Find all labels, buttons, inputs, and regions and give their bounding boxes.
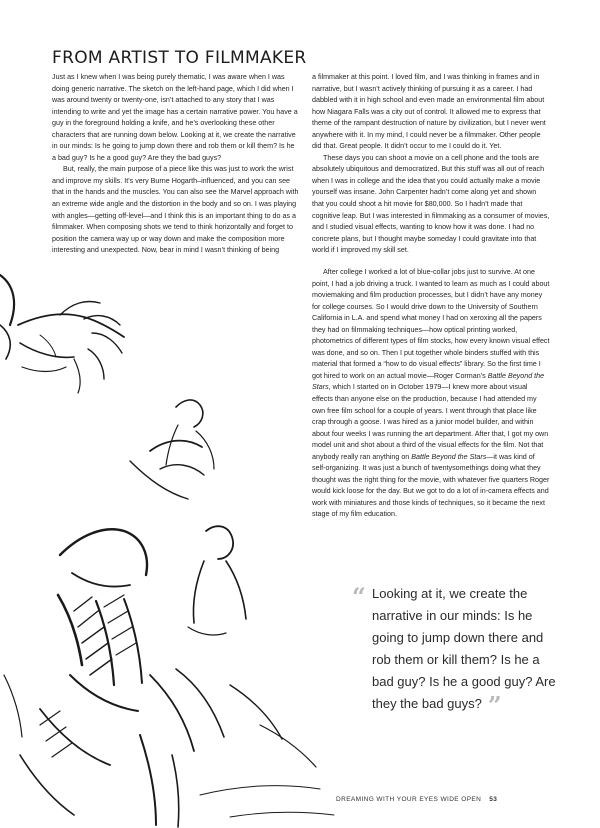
sketch-stroke bbox=[0, 325, 10, 359]
paragraph-text: —it was kind of self-organizing. It was just a bunch of twentysomethings doing what they thought was the right thing for the movie, with whatever five quarters Roger would kick loose for the day. But we got to do a lot of in-camera effects and work with miniatures and those kinds of techniques, so it became the next stage of my film education. bbox=[312, 452, 550, 519]
sketch-forearm bbox=[22, 367, 66, 372]
sketch-figure bbox=[172, 755, 179, 827]
close-quote-mark: ” bbox=[487, 691, 502, 720]
sketch-figure bbox=[58, 595, 82, 665]
sketch-figure bbox=[193, 561, 204, 623]
sketch-figure bbox=[230, 685, 282, 739]
sketch-figure bbox=[140, 735, 156, 825]
sketch-hatching bbox=[40, 711, 72, 757]
sketch-figure bbox=[226, 561, 246, 619]
left-text-column bbox=[52, 72, 300, 257]
sketch-finger bbox=[74, 359, 80, 393]
sketch-stroke bbox=[0, 275, 14, 325]
sketch-figure bbox=[96, 601, 114, 685]
sketch-finger bbox=[88, 349, 104, 379]
paragraph-text: After college I worked a lot of blue-collar jobs just to survive. At one point, I had a job driving a truck. I wanted to learn as much as I could about moviemaking and film production processes, but I didn’t have any money for college courses. So I would drive down to the University of Southern California in L.A. and spend what money I had on xeroxing all the papers they had on filmmaking techniques—how optical printing worked, photometrics of different types of film stocks, how every known visual effect was done, and so on. Then I put together whole binders stuffed with this material that formed a “how to do visual effects” library. So the first time I got hired to work on an actual movie—Roger Corman’s bbox=[312, 268, 550, 380]
sketch-figure bbox=[150, 441, 202, 451]
sketch-figure bbox=[70, 675, 138, 711]
pencil-sketch-illustration bbox=[0, 255, 600, 828]
sketch-figure bbox=[72, 573, 130, 587]
open-quote-mark: “ bbox=[352, 582, 366, 611]
sketch-figure bbox=[188, 627, 226, 635]
page-title: FROM ARTIST TO FILMMAKER bbox=[52, 48, 307, 68]
page-number: 53 bbox=[489, 796, 498, 803]
film-title: Battle Beyond the Stars bbox=[312, 371, 545, 392]
body-paragraph: a filmmaker at this point. I loved film, and I was thinking in frames and in narrative, but I wasn’t actively thinking of pursuing it as a career. I had dabbled with it in high school and even made an environmental film about how Niagara Falls was a city out of control. It allowed me to express that theme of the rampant destruction of nature by civilization, but I never went anywhere with it. In my mind, I could never be a filmmaker. Other people did that. Great people. It didn’t occur to me I could do it. Yet. bbox=[312, 73, 546, 151]
pull-quote-body bbox=[372, 583, 562, 718]
sketch-figure bbox=[20, 755, 74, 815]
sketch-finger bbox=[92, 333, 122, 353]
film-title: Battle Beyond the Stars bbox=[411, 452, 487, 461]
page-footer bbox=[336, 796, 556, 803]
running-title: DREAMING WITH YOUR EYES WIDE OPEN bbox=[336, 796, 482, 803]
sketch-figure bbox=[260, 725, 316, 767]
sketch-figure bbox=[160, 465, 204, 475]
body-paragraph: Just as I knew when I was being purely thematic, I was aware when I was doing generic narrative. The sketch on the left-hand page, which I did when I was around twenty or twenty-one, isn’t attached to any story that I was intending to write and yet the image has a certain narrative power. You have a guy in the foreground holding a knife, and he’s overlooking these other characters that are running down below. Looking at it, we create the narrative in our minds: Is he going to jump down there and rob them or kill them? Is he a bad guy? Is he a good guy? Are they the bad guys? bbox=[52, 73, 298, 162]
sketch-ground bbox=[4, 675, 22, 737]
sketch-figure bbox=[150, 675, 194, 751]
sketch-figure bbox=[176, 669, 224, 737]
sketch-figure bbox=[60, 529, 147, 575]
sketch-figure bbox=[166, 425, 178, 465]
pull-quote-text: Looking at it, we create the narrative in our minds: Is he going to jump down there and rob them or kill them? Is he a bad guy? Is he a good guy? Are they the bad guys? bbox=[372, 586, 556, 711]
sketch-figure bbox=[196, 431, 214, 469]
body-paragraph: These days you can shoot a movie on a cell phone and the tools are absolutely ubiquitous and democratized. But this stuff was all out of reach when I was in college and the idea that you could actually make a movie yourself was insane. John Carpenter hadn’t come along yet and shown that you could shoot a hit movie for $80,000. So I hadn’t made that cognitive leap. But I was interested in filmmaking as a consumer of movies, and I studied visual effects, wanting to know how it was done. I had no concrete plans, but I thought maybe someday I could gravitate into that world if I improved my skill set. bbox=[312, 153, 550, 255]
sketch-ground bbox=[230, 812, 334, 817]
sketch-figure bbox=[176, 400, 203, 427]
paragraph-text: , which I started on in October 1979—I knew more about visual effects than anyone else on the production, because I had attended my own free film school for a couple of years. I went through that place like crap through a goose. I was hired as a junior model builder, and within about four weeks I was running the art department. After that, I got my own model unit and shot about a third of the visual effects for the film. Not that anybody really ran anything on bbox=[312, 383, 549, 461]
body-paragraph: But, really, the main purpose of a piece like this was just to work the wrist and improve my skills. It’s very Burne Hogarth–influenced, and you can see that in the hands and the muscles. You can also see the Marvel approach with an extreme wide angle and the distortion in the body and so on. I was playing with angles—getting off-level—and I think this is an important thing to do as a filmmaker. When composing shots we tend to think horizontally and forget to position the camera way up or way down and make the composition more interesting and unexpected. Now, bear in mind I wasn’t thinking of being bbox=[52, 165, 299, 255]
sketch-figure bbox=[206, 526, 233, 559]
right-text-column bbox=[312, 72, 550, 257]
sketch-figure bbox=[130, 461, 188, 499]
sketch-ground bbox=[200, 786, 320, 795]
sketch-forearm bbox=[20, 343, 74, 357]
sketch-finger bbox=[60, 302, 100, 316]
